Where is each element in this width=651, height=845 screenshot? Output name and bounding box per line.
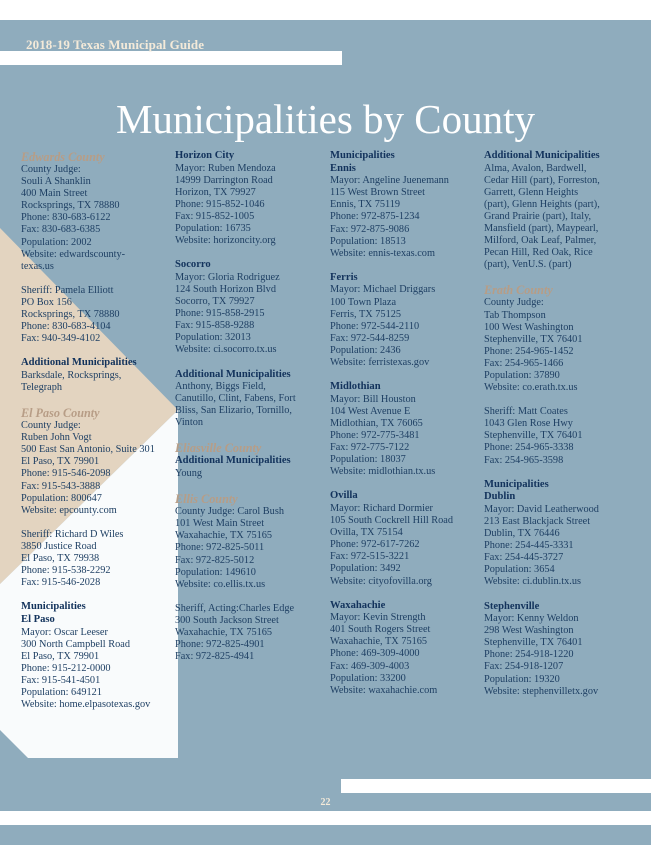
entry-line: Population: 33200 xyxy=(330,672,406,684)
entry-line: Website: cityofovilla.org xyxy=(330,575,432,587)
entry-line: Sheriff, Acting:Charles Edge xyxy=(175,602,295,614)
entry-line: 100 West Washington xyxy=(484,321,574,333)
entry-line: Phone: 915-538-2292 xyxy=(21,565,111,577)
entry-line: 500 East San Antonio, Suite 301 xyxy=(21,444,155,456)
entry-line: Fax: 915-852-1005 xyxy=(175,210,255,222)
entry-line: Rocksprings, TX 78880 xyxy=(21,309,120,321)
entry-line: Cedar Hill (part), Forreston, xyxy=(484,174,600,186)
column-3 xyxy=(330,150,490,697)
entry-line: Telegraph xyxy=(21,382,63,393)
entry-line: Phone: 972-875-1234 xyxy=(330,211,420,223)
entry-line: Mayor: Kenny Weldon xyxy=(484,613,579,625)
entry-line: Milford, Oak Leaf, Palmer, xyxy=(484,235,597,247)
entry-line: Fax: 254-445-3727 xyxy=(484,552,564,564)
entry-line: 1043 Glen Rose Hwy xyxy=(484,418,573,430)
entry-line: Mayor: Gloria Rodriguez xyxy=(175,271,280,283)
entry-line: Phone: 254-965-1452 xyxy=(484,345,574,357)
entry-line: Population: 19320 xyxy=(484,673,560,685)
entry-line: Website: co.ellis.tx.us xyxy=(175,578,266,590)
entry-line: Fax: 254-965-1466 xyxy=(484,357,564,369)
entry-line: Pecan Hill, Red Oak, Rice xyxy=(484,247,593,259)
entry-line: Waxahachie, TX 75165 xyxy=(330,636,428,648)
entry-line: Phone: 972-775-3481 xyxy=(330,429,420,441)
section-heading: Additional Municipalities xyxy=(484,150,600,161)
entry-line: 300 South Jackson Street xyxy=(175,614,279,626)
entry-line: Fax: 972-544-8259 xyxy=(330,332,410,344)
spacer xyxy=(175,480,335,492)
footer-band xyxy=(341,779,651,793)
entry-line: Website: epcounty.com xyxy=(21,504,117,516)
entry-line: Phone: 915-212-0000 xyxy=(21,662,111,674)
entry-line: Phone: 972-825-5011 xyxy=(175,542,265,554)
entry-line: Fax: 830-683-6385 xyxy=(21,224,101,236)
entry-line: Fax: 972-825-5012 xyxy=(175,554,255,566)
entry-line: Sheriff: Richard D Wiles xyxy=(21,528,124,540)
entry-line: Ennis, TX 75119 xyxy=(330,199,401,211)
entry-line: Fax: 915-546-2028 xyxy=(21,577,101,589)
entry-line: Barksdale, Rocksprings, xyxy=(21,369,122,381)
section-heading: Municipalities xyxy=(21,601,86,613)
spacer xyxy=(175,429,335,441)
spacer xyxy=(175,247,335,259)
entry-line: Stephenville, TX 76401 xyxy=(484,333,583,345)
entry-line: Young xyxy=(175,468,202,480)
entry-line: Fax: 972-875-9086 xyxy=(330,223,410,235)
entry-line: Fax: 915-541-4501 xyxy=(21,674,101,686)
entry-line: Fax: 254-918-1207 xyxy=(484,661,564,673)
entry-line: Phone: 915-858-2915 xyxy=(175,308,265,320)
entry-line: Fax: 972-825-4941 xyxy=(175,651,255,663)
entry-line: Population: 32013 xyxy=(175,332,251,344)
section-heading: Waxahachie xyxy=(330,599,386,611)
section-heading: Municipalities xyxy=(484,478,549,490)
entry-line: Population: 3492 xyxy=(330,563,401,575)
entry-line: Website: edwardscounty- xyxy=(21,248,126,260)
entry-line: 213 East Blackjack Street xyxy=(484,515,591,527)
entry-line: Garrett, Glenn Heights xyxy=(484,186,579,198)
section-heading: Additional Municipalities xyxy=(175,368,291,380)
entry-line: Phone: 915-852-1046 xyxy=(175,198,265,210)
section-heading: El Paso xyxy=(21,613,55,625)
entry-line: Fax: 972-775-7122 xyxy=(330,442,410,454)
section-heading: Municipalities xyxy=(330,150,395,161)
entry-line: Alma, Avalon, Bardwell, xyxy=(484,162,587,174)
spacer xyxy=(175,591,335,603)
entry-line: Souli A Shanklin xyxy=(21,176,91,188)
entry-line: Population: 2002 xyxy=(21,236,92,248)
entry-line: Phone: 830-683-4104 xyxy=(21,321,111,333)
entry-line: Phone: 254-965-3338 xyxy=(484,442,574,454)
entry-line: Midlothian, TX 76065 xyxy=(330,417,423,429)
section-heading: Ferris xyxy=(330,271,358,283)
entry-line: Mayor: Ruben Mendoza xyxy=(175,162,276,174)
entry-line: Website: ci.dublin.tx.us xyxy=(484,576,581,588)
entry-line: Waxahachie, TX 75165 xyxy=(175,530,273,542)
entry-line: 298 West Washington xyxy=(484,625,574,637)
entry-line: 400 Main Street xyxy=(21,188,88,200)
entry-line: Population: 3654 xyxy=(484,564,555,576)
spacer xyxy=(330,369,490,381)
county-heading: Ellis County xyxy=(175,492,238,507)
entry-line: Phone: 254-918-1220 xyxy=(484,649,574,661)
entry-line: Mayor: David Leatherwood xyxy=(484,503,599,515)
entry-line: Waxahachie, TX 75165 xyxy=(175,627,273,638)
entry-line: Ovilla, TX 75154 xyxy=(330,527,403,539)
bottom-band xyxy=(0,811,651,825)
entry-line: Population: 37890 xyxy=(484,370,560,381)
entry-line: Fax: 915-858-9288 xyxy=(175,320,255,332)
spacer xyxy=(21,273,181,285)
entry-line: Fax: 469-309-4003 xyxy=(330,660,410,672)
entry-line: Phone: 972-825-4901 xyxy=(175,639,265,651)
spacer xyxy=(21,345,181,357)
entry-line: Rocksprings, TX 78880 xyxy=(21,200,120,212)
entry-line: Phone: 915-546-2098 xyxy=(21,468,111,480)
entry-line: Fax: 915-543-3888 xyxy=(21,480,101,492)
entry-line: 100 Town Plaza xyxy=(330,296,397,308)
section-heading: Additional Municipalities xyxy=(21,357,137,369)
entry-line: PO Box 156 xyxy=(21,296,72,308)
entry-line: County Judge: xyxy=(21,164,81,175)
entry-line: Website: home.elpasotexas.gov xyxy=(21,699,151,711)
entry-line: Phone: 830-683-6122 xyxy=(21,212,111,224)
entry-line: Ferris, TX 75125 xyxy=(330,308,402,320)
spacer xyxy=(175,357,335,369)
entry-line: 3850 Justice Road xyxy=(21,540,97,552)
entry-line: Mayor: Angeline Juenemann xyxy=(330,175,449,187)
entry-line: Anthony, Biggs Field, xyxy=(175,381,266,393)
entry-line: El Paso, TX 79901 xyxy=(21,650,100,662)
entry-line: Website: ennis-texas.com xyxy=(330,247,435,259)
spacer xyxy=(330,478,490,490)
entry-line: Horizon, TX 79927 xyxy=(175,186,256,198)
entry-line: Mayor: Oscar Leeser xyxy=(21,626,108,638)
section-heading: Horizon City xyxy=(175,150,235,161)
entry-line: Website: ci.socorro.tx.us xyxy=(175,344,277,356)
entry-line: Fax: 972-515-3221 xyxy=(330,551,410,563)
entry-line: 105 South Cockrell Hill Road xyxy=(330,515,453,527)
entry-line: County Judge: Carol Bush xyxy=(175,506,284,518)
entry-line: (part), VenU.S. (part) xyxy=(484,259,572,271)
section-heading: Ovilla xyxy=(330,490,358,502)
entry-line: 101 West Main Street xyxy=(175,518,265,530)
county-heading: Erath County xyxy=(484,283,553,298)
entry-line: Mayor: Michael Driggars xyxy=(330,284,436,296)
entry-line: County Judge: xyxy=(484,297,544,309)
entry-line: Population: 800647 xyxy=(21,492,102,504)
entry-line: Canutillo, Clint, Fabens, Fort xyxy=(175,393,296,405)
entry-line: 401 South Rogers Street xyxy=(330,624,431,636)
entry-line: Website: midlothian.tx.us xyxy=(330,466,436,478)
entry-line: Population: 18513 xyxy=(330,235,406,247)
entry-line: Website: horizoncity.org xyxy=(175,235,276,247)
entry-line: Mayor: Kevin Strength xyxy=(330,612,426,624)
entry-line: Phone: 972-544-2110 xyxy=(330,320,420,332)
entry-line: Website: waxahachie.com xyxy=(330,684,438,696)
entry-line: Ruben John Vogt xyxy=(21,432,92,444)
county-heading: El Paso County xyxy=(21,406,100,421)
spacer xyxy=(484,394,644,406)
entry-line: Stephenville, TX 76401 xyxy=(484,430,583,442)
entry-line: Fax: 940-349-4102 xyxy=(21,333,101,345)
entry-line: Mayor: Bill Houston xyxy=(330,393,416,405)
county-heading: Eliasville County xyxy=(175,441,262,456)
entry-line: 300 North Campbell Road xyxy=(21,638,130,650)
column-4 xyxy=(484,150,644,698)
entry-line: 104 West Avenue E xyxy=(330,405,411,417)
section-heading: Ennis xyxy=(330,162,356,174)
entry-line: Population: 149610 xyxy=(175,566,256,578)
entry-line: Sheriff: Pamela Elliott xyxy=(21,284,114,296)
entry-line: 115 West Brown Street xyxy=(330,187,425,199)
entry-line: Fax: 254-965-3598 xyxy=(484,454,564,466)
spacer xyxy=(484,467,644,479)
page-number: 22 xyxy=(320,797,331,808)
section-heading: Dublin xyxy=(484,491,516,503)
spacer xyxy=(21,517,181,529)
entry-line: Mayor: Richard Dormier xyxy=(330,502,433,514)
section-heading: Midlothian xyxy=(330,381,381,393)
entry-line: Sheriff: Matt Coates xyxy=(484,406,568,418)
section-heading: Socorro xyxy=(175,259,211,271)
spacer xyxy=(330,260,490,272)
entry-line: 14999 Darrington Road xyxy=(175,174,273,186)
entry-line: Mansfield (part), Maypearl, xyxy=(484,223,599,235)
entry-line: Phone: 469-309-4000 xyxy=(330,648,420,660)
entry-line: Vinton xyxy=(175,417,203,429)
spacer xyxy=(21,589,181,601)
column-1 xyxy=(21,150,181,711)
entry-line: Population: 649121 xyxy=(21,686,102,698)
spacer xyxy=(330,588,490,600)
entry-line: 124 South Horizon Blvd xyxy=(175,283,276,295)
entry-line: Website: co.erath.tx.us xyxy=(484,382,578,394)
entry-line: El Paso, TX 79901 xyxy=(21,456,100,468)
section-heading: Additional Municipalities xyxy=(175,455,291,467)
entry-line: El Paso, TX 79938 xyxy=(21,553,100,565)
entry-line: County Judge: xyxy=(21,420,81,432)
entry-line: Website: stephenvilletx.gov xyxy=(484,685,599,697)
spacer xyxy=(484,271,644,283)
entry-line: Website: ferristexas.gov xyxy=(330,357,430,368)
entry-line: texas.us xyxy=(21,260,54,272)
spacer xyxy=(484,589,644,601)
county-heading: Edwards County xyxy=(21,150,105,164)
entry-line: Socorro, TX 79927 xyxy=(175,296,255,308)
entry-line: Grand Prairie (part), Italy, xyxy=(484,210,592,222)
section-heading: Stephenville xyxy=(484,600,540,612)
entry-line: (part), Glenn Heights (part), xyxy=(484,198,600,210)
entry-line: Population: 18037 xyxy=(330,454,406,466)
entry-line: Tab Thompson xyxy=(484,309,546,321)
entry-line: Population: 16735 xyxy=(175,223,251,235)
entry-line: Population: 2436 xyxy=(330,344,401,356)
entry-line: Stephenville, TX 76401 xyxy=(484,637,583,649)
entry-line: Bliss, San Elizario, Tornillo, xyxy=(175,405,292,417)
entry-line: Phone: 972-617-7262 xyxy=(330,539,420,551)
entry-line: Dublin, TX 76446 xyxy=(484,528,560,540)
guide-title: 2018-19 Texas Municipal Guide xyxy=(26,37,205,52)
entry-line: Phone: 254-445-3331 xyxy=(484,540,574,552)
page-title: Municipalities by County xyxy=(115,96,536,142)
spacer xyxy=(21,394,181,406)
column-2 xyxy=(175,150,335,663)
